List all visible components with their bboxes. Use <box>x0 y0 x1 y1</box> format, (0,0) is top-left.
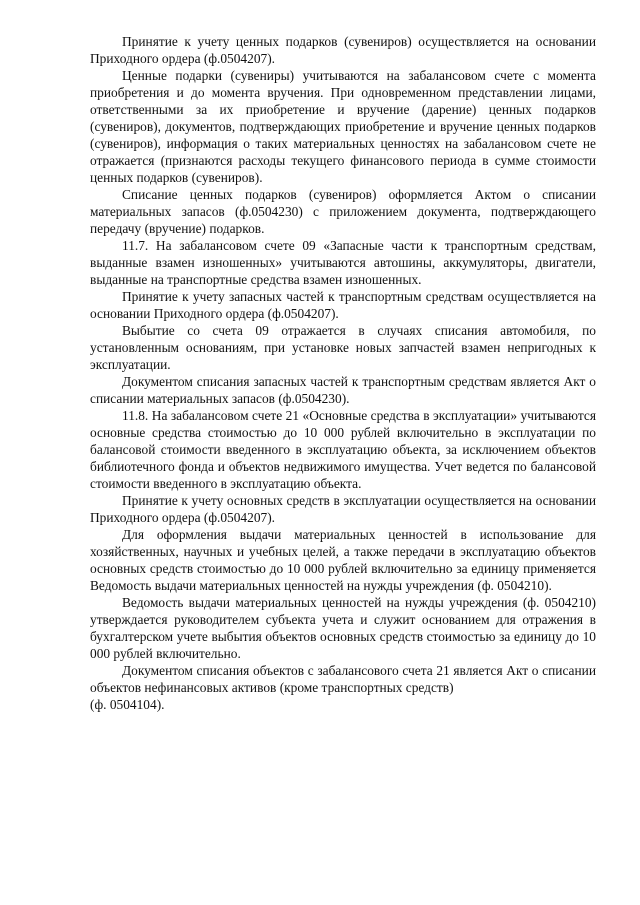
paragraph-form-number: (ф. 0504104). <box>90 697 165 712</box>
paragraph-section-11-7: 11.7. На забалансовом счете 09 «Запасные части к транспортным средствам, выданные взамен изношенных» учитываются автошины, аккумуляторы, двигатели, выданные на транспортные средства взамен изношенных. <box>90 238 596 287</box>
paragraph-spare-parts-disposal: Выбытие со счета 09 отражается в случаях списания автомобиля, по установленным основаниям, при установке новых запчастей взамен непригодных к эксплуатации. <box>90 323 596 372</box>
paragraph-issue-statement: Для оформления выдачи материальных ценностей в использование для хозяйственных, научных и учебных целей, а также передачи в эксплуатацию объектов основных средств стоимостью до 10 000 рублей включительно за единицу применяется Ведомость выдачи материальных ценностей на нужды учреждения (ф. 0504210). <box>90 527 596 593</box>
paragraph-statement-approval: Ведомость выдачи материальных ценностей на нужды учреждения (ф. 0504210) утверждается руководителем субъекта учета и служит основанием для отражения в бухгалтерском учете выбытия объектов основных средств стоимостью за единицу до 10 000 рублей включительно. <box>90 595 596 661</box>
paragraph-section-11-8: 11.8. На забалансовом счете 21 «Основные средства в эксплуатации» учитываются основные средства стоимостью до 10 000 рублей включительно в эксплуатации по балансовой стоимости введенного в эксплуатацию объекта, за исключением объектов библиотечного фонда и объектов недвижимого имущества. Учет ведется по балансовой стоимости введенного в эксплуатацию объекта. <box>90 408 596 491</box>
document-page <box>90 33 596 713</box>
paragraph-gifts-receipt: Принятие к учету ценных подарков (сувениров) осуществляется на основании Приходного ордера (ф.0504207). <box>90 34 596 66</box>
paragraph-spare-parts-receipt: Принятие к учету запасных частей к транспортным средствам осуществляется на основании Приходного ордера (ф.0504207). <box>90 289 596 321</box>
paragraph-gifts-writeoff: Списание ценных подарков (сувениров) оформляется Актом о списании материальных запасов (ф.0504230) с приложением документа, подтверждающего передачу (вручение) подарков. <box>90 187 596 236</box>
paragraph-fixed-assets-receipt: Принятие к учету основных средств в эксплуатации осуществляется на основании Приходного ордера (ф.0504207). <box>90 493 596 525</box>
paragraph-gifts-offbalance: Ценные подарки (сувениры) учитываются на забалансовом счете с момента приобретения и до момента вручения. При одновременном представлении лицами, ответственными за их приобретение и вручение (дарение) ценных подарков (сувениров), документов, подтверждающих приобретение и вручение ценных подарков (сувениров), информация о таких материальных ценностях на забалансовом счете не отражается (признаются расходы текущего финансового периода в сумме стоимости ценных подарков (сувениров). <box>90 68 596 185</box>
paragraph-account-21-writeoff: Документом списания объектов с забалансового счета 21 является Акт о списании объектов нефинансовых активов (кроме транспортных средств) <box>90 663 596 695</box>
paragraph-spare-parts-writeoff: Документом списания запасных частей к транспортным средствам является Акт о списании материальных запасов (ф.0504230). <box>90 374 596 406</box>
